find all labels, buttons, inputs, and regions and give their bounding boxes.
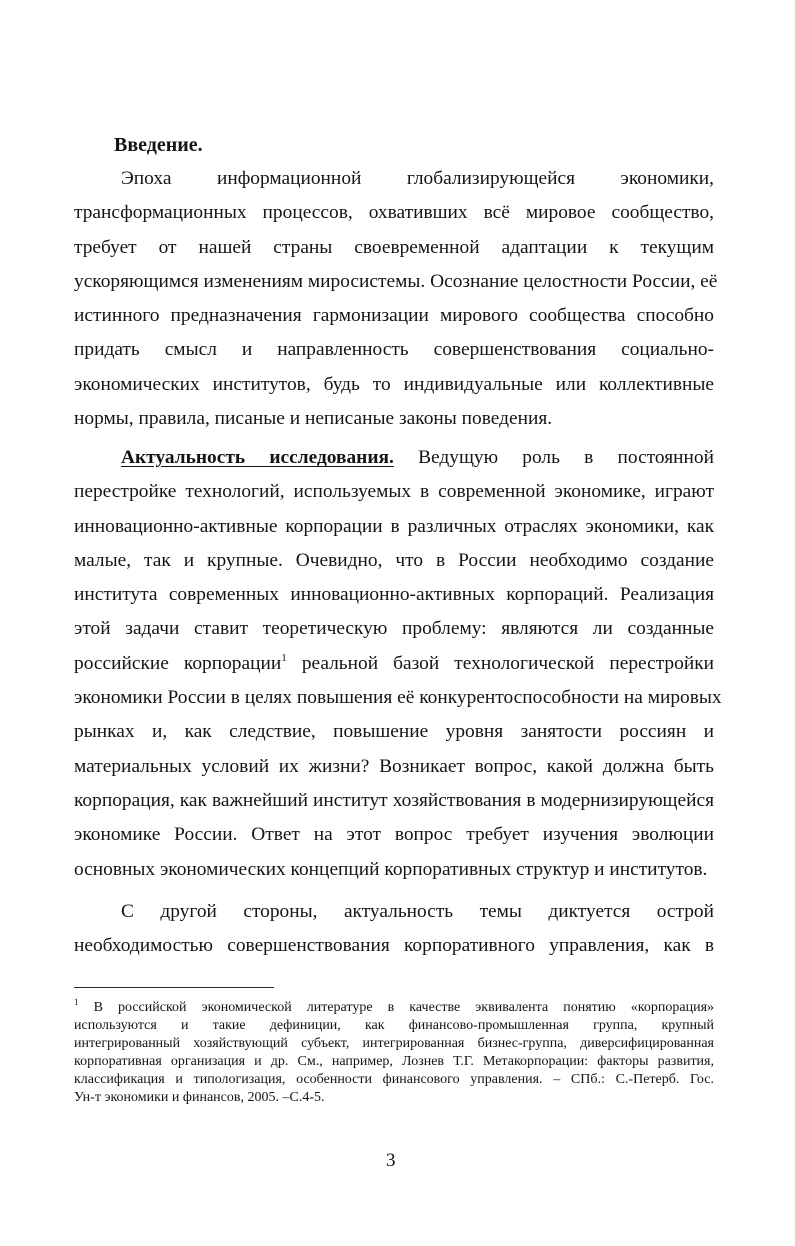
footnote-mark: 1 xyxy=(74,997,79,1007)
text-line: экономике России. Ответ на этот вопрос требует изучения эволюции xyxy=(74,824,714,846)
footnote-context-text: реальной базой технологической перестройки xyxy=(301,652,714,674)
footnote-line: классификация и типологизация, особенности финансового управления. – СПб.: С.-Петерб. Гос. xyxy=(74,1072,714,1087)
text-line: Эпоха информационной глобализирующейся экономики, xyxy=(121,168,714,189)
other-side-paragraph xyxy=(74,895,714,964)
text-line: необходимостью совершенствования корпоративного управления, как в xyxy=(74,935,714,957)
text-line: истинного предназначения гармонизации мирового сообщества способно xyxy=(74,305,714,327)
text-line: рынках и, как следствие, повышение уровня занятости россиян и xyxy=(74,721,714,743)
footnote-reference[interactable]: 1 xyxy=(281,651,287,664)
text-line xyxy=(74,647,714,681)
relevance-paragraph xyxy=(74,441,722,887)
footnote-line: используются и такие дефиниции, как финансово-промышленная группа, крупный xyxy=(74,1018,714,1033)
text-line: придать смысл и направленность совершенствования социально- xyxy=(74,339,714,361)
footnote xyxy=(74,999,714,1107)
text-line: инновационно-активные корпорации в различных отраслях экономики, как xyxy=(74,515,714,537)
text-line: С другой стороны, актуальность темы диктуется острой xyxy=(121,901,714,922)
text-line: корпорация, как важнейший институт хозяйствования в модернизирующейся xyxy=(74,789,714,811)
footnote-line: корпоративная организация и др. См., например, Лознев Т.Г. Метакорпорации: факторы развития, xyxy=(74,1054,714,1069)
text-line: основных экономических концепций корпоративных структур и институтов. xyxy=(74,858,708,880)
footnote-line: Ун-т экономики и финансов, 2005. –С.4-5. xyxy=(74,1090,325,1105)
relevance-label: Актуальность исследования. xyxy=(121,447,394,468)
text-line: экономических институтов, будь то индивидуальные или коллективные xyxy=(74,373,714,395)
text-line: перестройке технологий, используемых в современной экономике, играют xyxy=(74,481,714,503)
page-number: 3 xyxy=(386,1150,396,1171)
footnote-line xyxy=(74,999,714,1017)
text-line: нормы, правила, писаные и неписаные законы поведения. xyxy=(74,408,553,430)
text-line: ускоряющимся изменениям миросистемы. Осознание целостности России, её xyxy=(74,270,718,292)
intro-paragraph xyxy=(74,162,718,436)
text-line: материальных условий их жизни? Возникает вопрос, какой должна быть xyxy=(74,755,714,777)
text-line: института современных инновационно-активных корпораций. Реализация xyxy=(74,584,714,606)
text-line: экономики России в целях повышения её конкурентоспособности на мировых xyxy=(74,687,722,709)
text-line: трансформационных процессов, охвативших всё мировое сообщество, xyxy=(74,202,714,224)
text-line: требует от нашей страны своевременной адаптации к текущим xyxy=(74,236,714,258)
footnote-text: В российской экономической литературе в качестве эквивалента понятию «корпорация» xyxy=(93,1000,715,1015)
footnote-line: интегрированный хозяйствующий субъект, интегрированная бизнес-группа, диверсифицированная xyxy=(74,1036,714,1051)
section-heading: Введение. xyxy=(114,134,203,156)
footnote-context-text: российские корпорации xyxy=(74,652,282,674)
footnote-separator xyxy=(74,987,274,988)
text-line xyxy=(74,441,714,475)
text-line: этой задачи ставит теоретическую проблему: являются ли созданные xyxy=(74,618,714,640)
text-line: малые, так и крупные. Очевидно, что в России необходимо создание xyxy=(74,549,714,571)
relevance-first-line-rest: Ведущую роль в постоянной xyxy=(418,447,714,468)
